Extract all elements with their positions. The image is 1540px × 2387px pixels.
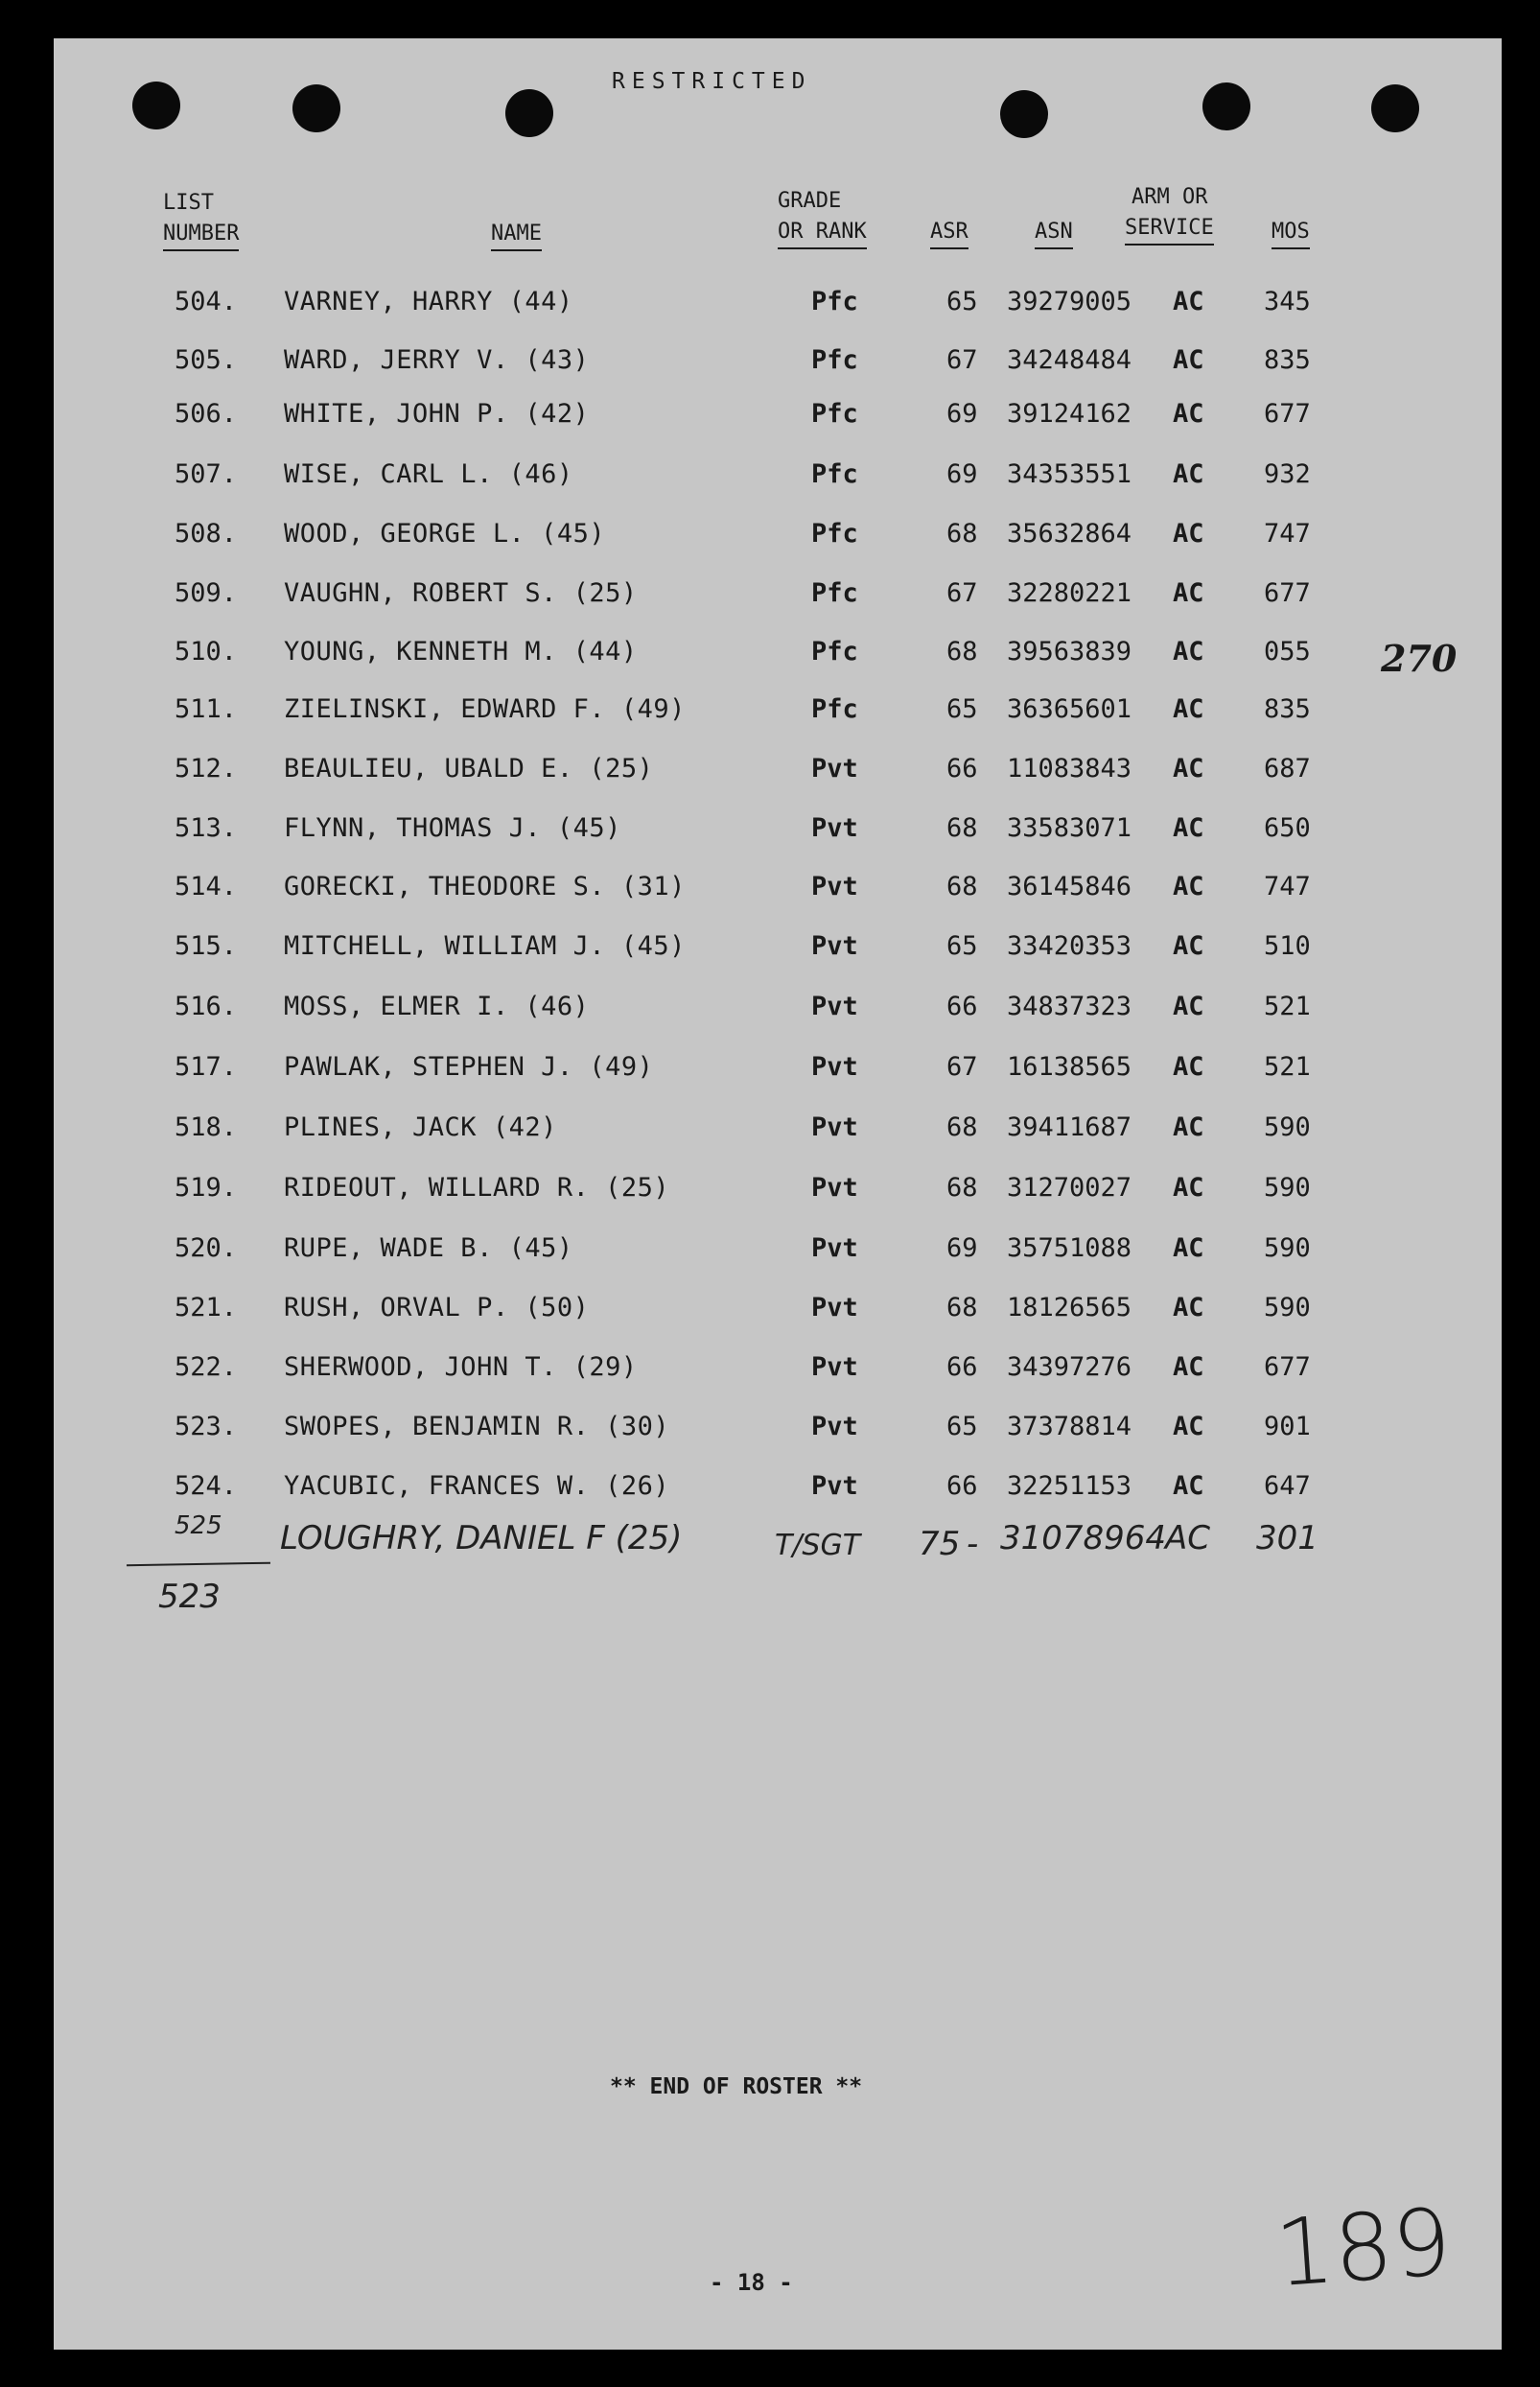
mos: 835	[1264, 345, 1311, 375]
grade: Pvt	[811, 1052, 858, 1082]
roster-row	[0, 1293, 1540, 1331]
roster-row	[0, 1352, 1540, 1391]
grade: Pvt	[811, 813, 858, 843]
list-number: 511.	[175, 694, 238, 724]
list-number: 524.	[175, 1471, 238, 1501]
grade: Pfc	[811, 519, 858, 549]
grade: Pvt	[811, 754, 858, 784]
arm-service: AC	[1173, 519, 1204, 549]
handwritten-name: LOUGHRY, DANIEL F (25)	[280, 1519, 683, 1557]
arm-service: AC	[1173, 694, 1204, 724]
asn: 34837323	[1007, 992, 1132, 1021]
asr: 68	[946, 1293, 978, 1322]
roster-row	[0, 637, 1540, 675]
asn: 33420353	[1007, 931, 1132, 961]
mos: 590	[1264, 1112, 1311, 1142]
asn: 35632864	[1007, 519, 1132, 549]
grade: Pvt	[811, 872, 858, 901]
asn: 36365601	[1007, 694, 1132, 724]
restricted-header: RESTRICTED	[612, 69, 812, 94]
page-number: - 18 -	[710, 2269, 793, 2296]
roster-row	[0, 1233, 1540, 1272]
list-number: 515.	[175, 931, 238, 961]
punch-hole	[1202, 82, 1250, 130]
header-list-number: LIST NUMBER	[163, 188, 239, 251]
asn: 11083843	[1007, 754, 1132, 784]
grade: Pvt	[811, 1471, 858, 1501]
soldier-name: WISE, CARL L. (46)	[284, 459, 573, 489]
asn: 18126565	[1007, 1293, 1132, 1322]
asn: 16138565	[1007, 1052, 1132, 1082]
asn: 34248484	[1007, 345, 1132, 375]
list-number: 518.	[175, 1112, 238, 1142]
mos: 747	[1264, 519, 1311, 549]
asr: 67	[946, 345, 978, 375]
asr: 65	[946, 287, 978, 316]
arm-service: AC	[1173, 287, 1204, 316]
mos: 590	[1264, 1233, 1311, 1263]
mos: 521	[1264, 1052, 1311, 1082]
soldier-name: GORECKI, THEODORE S. (31)	[284, 872, 686, 901]
roster-row	[0, 519, 1540, 557]
asr: 66	[946, 1352, 978, 1382]
asn: 35751088	[1007, 1233, 1132, 1263]
mos: 510	[1264, 931, 1311, 961]
arm-service: AC	[1173, 754, 1204, 784]
soldier-name: FLYNN, THOMAS J. (45)	[284, 813, 621, 843]
roster-row	[0, 813, 1540, 852]
soldier-name: BEAULIEU, UBALD E. (25)	[284, 754, 654, 784]
mos: 055	[1264, 637, 1311, 667]
asr: 67	[946, 1052, 978, 1082]
mos: 677	[1264, 1352, 1311, 1382]
list-number: 507.	[175, 459, 238, 489]
soldier-name: WARD, JERRY V. (43)	[284, 345, 590, 375]
mos: 747	[1264, 872, 1311, 901]
punch-hole	[505, 89, 553, 137]
roster-row	[0, 399, 1540, 437]
grade: Pvt	[811, 1112, 858, 1142]
soldier-name: PLINES, JACK (42)	[284, 1112, 557, 1142]
roster-row	[0, 931, 1540, 970]
grade: Pvt	[811, 1293, 858, 1322]
list-number: 522.	[175, 1352, 238, 1382]
asr: 65	[946, 694, 978, 724]
grade: Pvt	[811, 1352, 858, 1382]
list-number: 508.	[175, 519, 238, 549]
arm-service: AC	[1173, 1233, 1204, 1263]
arm-service: AC	[1173, 1352, 1204, 1382]
arm-service: AC	[1173, 459, 1204, 489]
mos: 677	[1264, 399, 1311, 429]
asn: 37378814	[1007, 1412, 1132, 1441]
soldier-name: YOUNG, KENNETH M. (44)	[284, 637, 638, 667]
punch-hole	[292, 84, 340, 132]
soldier-name: SHERWOOD, JOHN T. (29)	[284, 1352, 638, 1382]
handwritten-asn: 31078964	[1000, 1519, 1167, 1557]
soldier-name: RIDEOUT, WILLARD R. (25)	[284, 1173, 670, 1203]
mos: 590	[1264, 1293, 1311, 1322]
soldier-name: ZIELINSKI, EDWARD F. (49)	[284, 694, 686, 724]
list-number: 510.	[175, 637, 238, 667]
arm-service: AC	[1173, 637, 1204, 667]
mos: 835	[1264, 694, 1311, 724]
arm-service: AC	[1173, 1112, 1204, 1142]
grade: Pvt	[811, 1173, 858, 1203]
handwritten-entry: 525 LOUGHRY, DANIEL F (25) T/SGT 75 - 31078964 AC 301	[175, 1511, 1318, 1563]
handwritten-num-bottom: 523	[158, 1578, 221, 1616]
arm-service: AC	[1173, 399, 1204, 429]
roster-row	[0, 754, 1540, 792]
list-number: 520.	[175, 1233, 238, 1263]
asn: 39124162	[1007, 399, 1132, 429]
list-number: 504.	[175, 287, 238, 316]
mos: 687	[1264, 754, 1311, 784]
roster-row	[0, 872, 1540, 910]
asn: 31270027	[1007, 1173, 1132, 1203]
arm-service: AC	[1173, 1412, 1204, 1441]
asn: 32251153	[1007, 1471, 1132, 1501]
mos: 521	[1264, 992, 1311, 1021]
asr: 67	[946, 578, 978, 608]
list-number: 506.	[175, 399, 238, 429]
asr: 66	[946, 992, 978, 1021]
list-number: 519.	[175, 1173, 238, 1203]
soldier-name: VARNEY, HARRY (44)	[284, 287, 573, 316]
soldier-name: YACUBIC, FRANCES W. (26)	[284, 1471, 670, 1501]
roster-row	[0, 694, 1540, 733]
mos: 650	[1264, 813, 1311, 843]
list-number: 505.	[175, 345, 238, 375]
asr: 68	[946, 1173, 978, 1203]
asr: 69	[946, 1233, 978, 1263]
list-number: 516.	[175, 992, 238, 1021]
soldier-name: MOSS, ELMER I. (46)	[284, 992, 590, 1021]
grade: Pvt	[811, 931, 858, 961]
grade: Pfc	[811, 287, 858, 316]
asr: 65	[946, 931, 978, 961]
list-number: 523.	[175, 1412, 238, 1441]
arm-service: AC	[1173, 813, 1204, 843]
roster-row	[0, 345, 1540, 384]
mos: 345	[1264, 287, 1311, 316]
asr: 68	[946, 637, 978, 667]
list-number: 513.	[175, 813, 238, 843]
grade: Pfc	[811, 578, 858, 608]
roster-row	[0, 1173, 1540, 1211]
handwritten-mos: 301	[1256, 1519, 1318, 1557]
roster-row	[0, 992, 1540, 1030]
soldier-name: RUSH, ORVAL P. (50)	[284, 1293, 590, 1322]
asr: 68	[946, 519, 978, 549]
roster-row	[0, 1471, 1540, 1509]
grade: Pvt	[811, 1412, 858, 1441]
asr: 69	[946, 459, 978, 489]
asn: 34397276	[1007, 1352, 1132, 1382]
grade: Pvt	[811, 1233, 858, 1263]
soldier-name: SWOPES, BENJAMIN R. (30)	[284, 1412, 670, 1441]
roster-row	[0, 459, 1540, 498]
arm-service: AC	[1173, 992, 1204, 1021]
arm-service: AC	[1173, 1293, 1204, 1322]
asr: 65	[946, 1412, 978, 1441]
arm-service: AC	[1173, 1173, 1204, 1203]
list-number: 521.	[175, 1293, 238, 1322]
mos: 647	[1264, 1471, 1311, 1501]
arm-service: AC	[1173, 872, 1204, 901]
roster-row	[0, 1412, 1540, 1450]
roster-row	[0, 578, 1540, 617]
header-asr: ASR	[930, 217, 968, 249]
asn: 39279005	[1007, 287, 1132, 316]
asr: 68	[946, 1112, 978, 1142]
soldier-name: MITCHELL, WILLIAM J. (45)	[284, 931, 686, 961]
header-arm-or-service: ARM OR SERVICE	[1125, 182, 1214, 246]
arm-service: AC	[1173, 578, 1204, 608]
asn: 39563839	[1007, 637, 1132, 667]
end-of-roster: ** END OF ROSTER **	[610, 2074, 863, 2099]
handwritten-grade: T/SGT	[775, 1529, 861, 1562]
soldier-name: VAUGHN, ROBERT S. (25)	[284, 578, 638, 608]
soldier-name: RUPE, WADE B. (45)	[284, 1233, 573, 1263]
punch-hole	[132, 82, 180, 129]
asn: 36145846	[1007, 872, 1132, 901]
header-asn: ASN	[1035, 217, 1073, 249]
header-name: NAME	[491, 219, 542, 251]
grade: Pfc	[811, 345, 858, 375]
asr: 66	[946, 1471, 978, 1501]
asn: 32280221	[1007, 578, 1132, 608]
handwritten-page-number: 189	[1272, 2188, 1455, 2308]
asr: 68	[946, 813, 978, 843]
list-number: 512.	[175, 754, 238, 784]
mos: 932	[1264, 459, 1311, 489]
asr: 66	[946, 754, 978, 784]
header-mos: MOS	[1272, 217, 1310, 249]
arm-service: AC	[1173, 345, 1204, 375]
arm-service: AC	[1173, 1052, 1204, 1082]
asn: 34353551	[1007, 459, 1132, 489]
grade: Pfc	[811, 694, 858, 724]
handwritten-num-top: 525	[175, 1511, 222, 1540]
punch-hole	[1371, 84, 1419, 132]
roster-row	[0, 1112, 1540, 1151]
mos: 901	[1264, 1412, 1311, 1441]
asn: 33583071	[1007, 813, 1132, 843]
roster-row	[0, 1052, 1540, 1090]
roster-row	[0, 287, 1540, 325]
punch-hole	[1000, 90, 1048, 138]
grade: Pfc	[811, 637, 858, 667]
handwritten-asr: 75	[919, 1525, 961, 1563]
mos: 677	[1264, 578, 1311, 608]
list-number: 517.	[175, 1052, 238, 1082]
asn: 39411687	[1007, 1112, 1132, 1142]
soldier-name: WOOD, GEORGE L. (45)	[284, 519, 606, 549]
mos: 590	[1264, 1173, 1311, 1203]
header-grade: GRADE OR RANK	[778, 186, 867, 249]
grade: Pfc	[811, 399, 858, 429]
asr: 68	[946, 872, 978, 901]
list-number: 514.	[175, 872, 238, 901]
grade: Pvt	[811, 992, 858, 1021]
handwritten-arm: AC	[1165, 1519, 1210, 1557]
side-number: 270	[1381, 637, 1458, 680]
list-number: 509.	[175, 578, 238, 608]
soldier-name: PAWLAK, STEPHEN J. (49)	[284, 1052, 654, 1082]
asr: 69	[946, 399, 978, 429]
arm-service: AC	[1173, 1471, 1204, 1501]
arm-service: AC	[1173, 931, 1204, 961]
grade: Pfc	[811, 459, 858, 489]
soldier-name: WHITE, JOHN P. (42)	[284, 399, 590, 429]
